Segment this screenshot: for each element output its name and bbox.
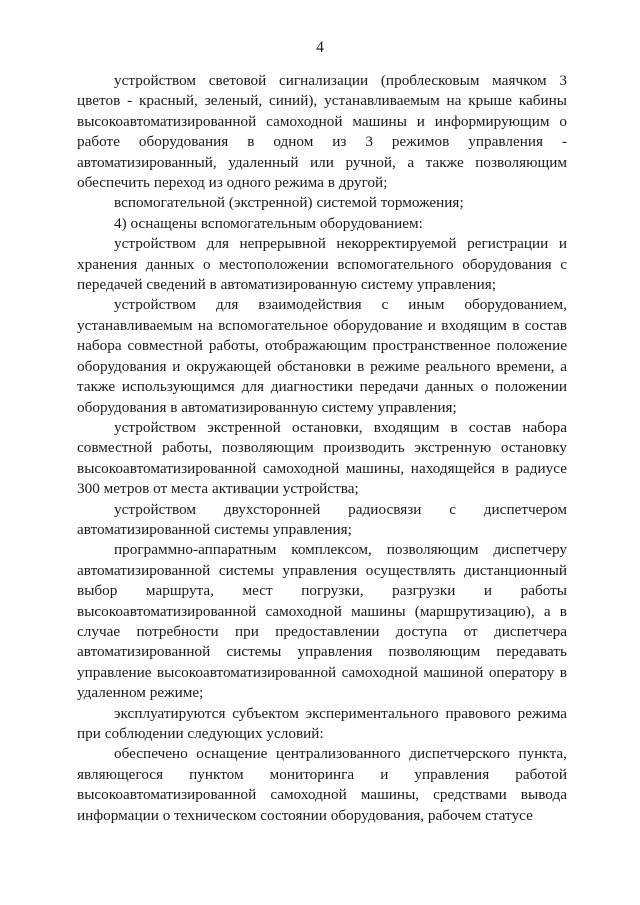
document-body xyxy=(77,71,567,826)
paragraph-radio: устройством двухсторонней радиосвязи с диспетчером автоматизированной системы управления; xyxy=(77,500,567,538)
paragraph-software-complex: программно-аппаратным комплексом, позволяющим диспетчеру автоматизированной системы управления осуществлять дистанционный выбор маршрута, мест погрузки, разгрузки и работы высокоавтоматизированной самоходной машины (маршрутизацию), а в случае потребности при предоставлении доступа от диспетчера автоматизированной системы управления позволяющим передавать управление высокоавтоматизированной самоходной машиной оператору в удаленном режиме; xyxy=(77,541,567,702)
paragraph-operation-conditions: эксплуатируются субъектом экспериментального правового режима при соблюдении следующих условий: xyxy=(77,704,567,742)
paragraph-interaction-device: устройством для взаимодействия с иным оборудованием, устанавливаемым на вспомогательное оборудование и входящим в состав набора совместной работы, отображающим пространственное положение оборудования и окружающей обстановки в режиме реального времени, а также использующимся для диагностики передачи данных о положении оборудования в автоматизированную систему управления; xyxy=(77,296,567,416)
paragraph-auxiliary-equipment: 4) оснащены вспомогательным оборудованием: xyxy=(114,214,423,232)
paragraph-emergency-stop: устройством экстренной остановки, входящим в состав набора совместной работы, позволяющим производить экстренную остановку высокоавтоматизированной самоходной машины, находящейся в радиусе 300 метров от места активации устройства; xyxy=(77,418,567,498)
page-number: 4 xyxy=(316,39,324,56)
paragraph-location-logging: устройством для непрерывной некорректируемой регистрации и хранения данных о местоположении вспомогательного оборудования с передачей сведений в автоматизированную систему управления; xyxy=(77,235,567,294)
paragraph-signal-device: устройством световой сигнализации (проблесковым маячком 3 цветов - красный, зеленый, синий), устанавливаемым на крыше кабины высокоавтоматизированной самоходной машины и информирующим о работе оборудования в одном из 3 режимов управления - автоматизированный, удаленный или ручной, а также позволяющим обеспечить переход из одного режима в другой; xyxy=(77,72,567,192)
paragraph-emergency-braking: вспомогательной (экстренной) системой торможения; xyxy=(114,194,464,212)
paragraph-dispatch-center: обеспечено оснащение централизованного диспетчерского пункта, являющегося пунктом мониторинга и управления работой высокоавтоматизированной самоходной машины, средствами вывода информации о техническом состоянии оборудования, рабочем статусе xyxy=(77,745,567,824)
